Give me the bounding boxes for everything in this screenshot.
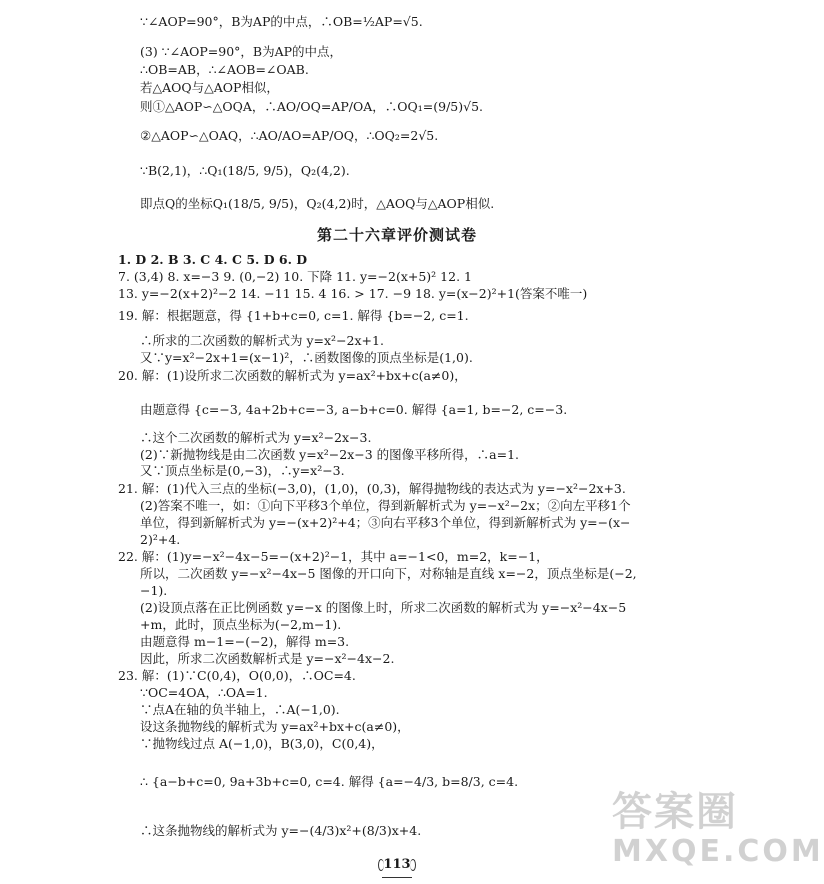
solution-line: 即点Q的坐标Q₁(18/5, 9/5)，Q₂(4,2)时，△AOQ与△AOP相似. <box>140 196 495 211</box>
solution-line: 则①△AOP∽△OQA，∴AO/OQ=AP/OA，∴OQ₁=(9/5)√5. <box>140 99 484 114</box>
solution-line: 20. 解：(1)设所求二次函数的解析式为 y=ax²+bx+c(a≠0)， <box>118 368 467 383</box>
answer-line: 7. (3,4) 8. x=−3 9. (0,−2) 10. 下降 11. y=−2(x+5)² 12. 1 <box>118 269 472 284</box>
solution-line: ∵OC=4OA，∴OA=1. <box>140 685 268 700</box>
solution-line: ∴这个二次函数的解析式为 y=x²−2x−3. <box>140 430 372 445</box>
solution-line: ∵点A在轴的负半轴上，∴A(−1,0). <box>140 702 340 717</box>
solution-line: ∴ {a−b+c=0, 9a+3b+c=0, c=4. 解得 {a=−4/3, b=8/3, c=4. <box>140 774 519 789</box>
solution-line: (3) ∵∠AOP=90°，B为AP的中点， <box>140 44 343 59</box>
solution-line: 因此，所求二次函数解析式是 y=−x²−4x−2. <box>140 651 395 666</box>
solution-line: ∴所求的二次函数的解析式为 y=x²−2x+1. <box>140 333 384 348</box>
solution-line: 22. 解：(1)y=−x²−4x−5=−(x+2)²−1，其中 a=−1<0，m=2，k=−1， <box>118 549 549 564</box>
solution-line: +m，此时，顶点坐标为(−2,m−1). <box>140 617 342 632</box>
solution-line: 2)²+4. <box>140 532 181 547</box>
solution-line: ∵∠AOP=90°，B为AP的中点，∴OB=½AP=√5. <box>140 14 423 29</box>
answer-line: 1. D 2. B 3. C 4. C 5. D 6. D <box>118 252 308 267</box>
solution-line: ∵B(2,1)，∴Q₁(18/5, 9/5)，Q₂(4,2). <box>140 163 350 178</box>
page-number: 113 <box>382 853 412 878</box>
watermark-line: MXQE.COM <box>612 834 824 869</box>
solution-line: 23. 解：(1)∵C(0,4)，O(0,0)，∴OC=4. <box>118 668 356 683</box>
solution-line: 由题意得 m−1=−(−2)，解得 m=3. <box>140 634 350 649</box>
answer-line: 13. y=−2(x+2)²−2 14. −11 15. 4 16. > 17. −9 18. y=(x−2)²+1(答案不唯一) <box>118 286 588 301</box>
watermark <box>612 789 824 876</box>
solution-line: 所以，二次函数 y=−x²−4x−5 图像的开口向下，对称轴是直线 x=−2，顶点坐标是(−2, <box>140 566 637 581</box>
solution-line: (2)∵新抛物线是由二次函数 y=x²−2x−3 的图像平移所得，∴a=1. <box>140 447 520 462</box>
solution-line: ②△AOP∽△OAQ，∴AO/AO=AP/OQ，∴OQ₂=2√5. <box>140 128 439 143</box>
solution-line: −1). <box>140 583 168 598</box>
solution-line: 21. 解：(1)代入三点的坐标(−3,0)，(1,0)，(0,3)，解得抛物线的表达式为 y=−x²−2x+3. <box>118 481 626 496</box>
solution-line: 又∵顶点坐标是(0,−3)，∴y=x²−3. <box>140 463 345 478</box>
solution-line: 19. 解：根据题意，得 {1+b+c=0, c=1. 解得 {b=−2, c=1. <box>118 308 469 323</box>
solution-line: 单位，得到新解析式为 y=−(x+2)²+4；③向右平移3个单位，得到新解析式为 y=−(x− <box>140 515 631 530</box>
solution-line: 设这条抛物线的解析式为 y=ax²+bx+c(a≠0)， <box>140 719 410 734</box>
watermark-line: 答案圈 <box>612 789 738 835</box>
solution-line: (2)答案不唯一，如：①向下平移3个单位，得到新解析式为 y=−x²−2x；②向左平移1个 <box>140 498 631 513</box>
solution-line: 若△AOQ与△AOP相似， <box>140 80 279 95</box>
solution-line: 由题意得 {c=−3, 4a+2b+c=−3, a−b+c=0. 解得 {a=1, b=−2, c=−3. <box>140 402 568 417</box>
solution-line: ∴这条抛物线的解析式为 y=−(4/3)x²+(8/3)x+4. <box>140 823 422 838</box>
section-title: 第二十六章评价测试卷 <box>316 226 477 244</box>
solution-line: ∴OB=AB，∴∠AOB=∠OAB. <box>140 62 309 77</box>
solution-line: ∵抛物线过点 A(−1,0)，B(3,0)，C(0,4)， <box>140 736 384 751</box>
solution-line: (2)设顶点落在正比例函数 y=−x 的图像上时，所求二次函数的解析式为 y=−x²−4x−5 <box>140 600 627 615</box>
solution-line: 又∵y=x²−2x+1=(x−1)²，∴函数图像的顶点坐标是(1,0). <box>140 350 473 365</box>
